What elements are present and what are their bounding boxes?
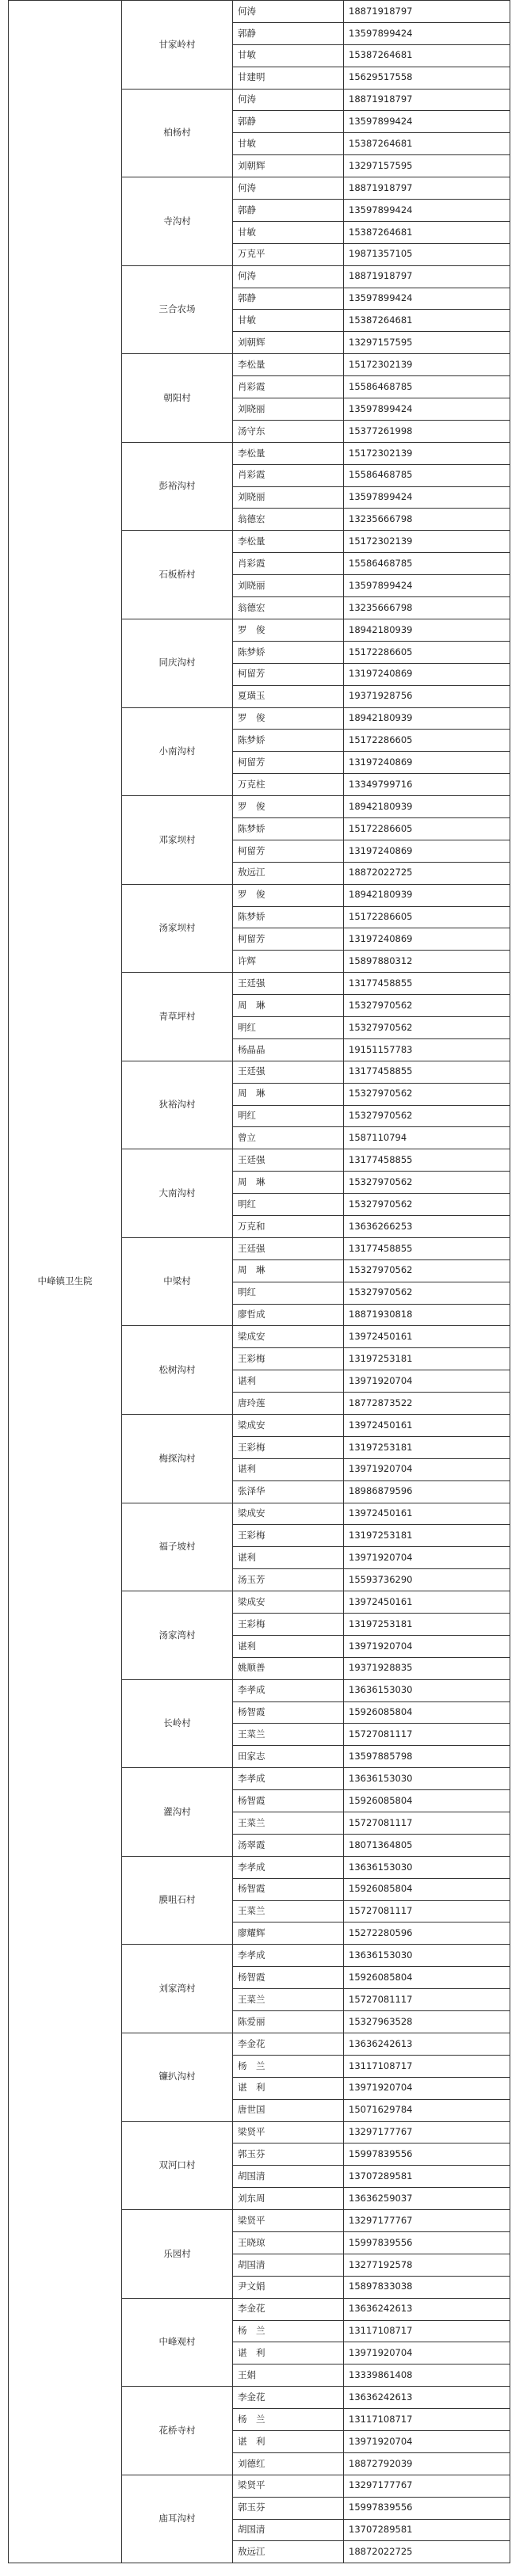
contact-phone-cell: 13972450161	[344, 1503, 510, 1525]
contact-phone-cell: 13636242613	[344, 2033, 510, 2055]
contact-name-cell: 万克柱	[233, 774, 344, 796]
contact-phone-cell: 15926085804	[344, 1790, 510, 1812]
contact-phone-cell: 15387264681	[344, 310, 510, 332]
contact-phone-cell: 13297157595	[344, 155, 510, 177]
contact-phone-cell: 13177458855	[344, 973, 510, 995]
contact-name-cell: 李松量	[233, 354, 344, 376]
contact-name-cell: 王廷强	[233, 1149, 344, 1172]
village-name-cell: 中峰观村	[122, 2298, 233, 2387]
contact-name-cell: 杨智霞	[233, 1967, 344, 1989]
contact-name-cell: 敖远江	[233, 862, 344, 884]
contact-name-cell: 杨 兰	[233, 2055, 344, 2077]
contact-phone-cell: 15377261998	[344, 420, 510, 442]
contact-name-cell: 汤守东	[233, 420, 344, 442]
contact-name-cell: 明红	[233, 1282, 344, 1304]
village-name-cell: 花桥寺村	[122, 2387, 233, 2475]
contact-name-cell: 甘敏	[233, 44, 344, 67]
contact-name-cell: 王娟	[233, 2365, 344, 2387]
contact-phone-cell: 13636153030	[344, 1768, 510, 1790]
contact-phone-cell: 13117108717	[344, 2320, 510, 2342]
contact-name-cell: 明红	[233, 1194, 344, 1216]
contact-phone-cell: 18871918797	[344, 177, 510, 200]
contact-name-cell: 谌利	[233, 1370, 344, 1393]
contact-name-cell: 王菜兰	[233, 1989, 344, 2011]
contact-name-cell: 何涛	[233, 1, 344, 23]
contact-name-cell: 李孝成	[233, 1679, 344, 1701]
contact-name-cell: 郭玉芬	[233, 2497, 344, 2519]
contact-name-cell: 刘朝辉	[233, 332, 344, 354]
contact-phone-cell: 13636242613	[344, 2298, 510, 2320]
contact-phone-cell: 18942180939	[344, 884, 510, 906]
contact-name-cell: 陈梦娇	[233, 641, 344, 663]
contact-name-cell: 罗 俊	[233, 796, 344, 818]
contact-phone-cell: 15586468785	[344, 376, 510, 398]
contact-phone-cell: 13297177767	[344, 2121, 510, 2143]
contact-phone-cell: 13597899424	[344, 398, 510, 421]
contact-phone-cell: 15727081117	[344, 1812, 510, 1835]
contact-name-cell: 梁成安	[233, 1503, 344, 1525]
contact-phone-cell: 15327970562	[344, 1083, 510, 1105]
contact-name-cell: 刘东周	[233, 2188, 344, 2210]
contact-name-cell: 李孝成	[233, 1768, 344, 1790]
contact-phone-cell: 13197240869	[344, 752, 510, 774]
contact-name-cell: 李金花	[233, 2298, 344, 2320]
contact-name-cell: 肖彩霞	[233, 376, 344, 398]
village-name-cell: 汤家坝村	[122, 884, 233, 973]
contact-phone-cell: 13297157595	[344, 332, 510, 354]
contact-name-cell: 王廷强	[233, 973, 344, 995]
village-name-cell: 石板桥村	[122, 531, 233, 619]
contact-phone-cell: 19151157783	[344, 1038, 510, 1061]
contact-phone-cell: 13277192578	[344, 2254, 510, 2276]
contact-name-cell: 郭静	[233, 22, 344, 44]
contact-name-cell: 肖彩霞	[233, 553, 344, 575]
contact-name-cell: 杨智霞	[233, 1701, 344, 1724]
contact-name-cell: 王彩梅	[233, 1614, 344, 1636]
contact-phone-cell: 18986879596	[344, 1480, 510, 1503]
contact-name-cell: 唐世国	[233, 2099, 344, 2121]
contact-table	[8, 0, 510, 2563]
village-name-cell: 镰扒沟村	[122, 2033, 233, 2121]
contact-phone-cell: 15387264681	[344, 133, 510, 155]
contact-name-cell: 廖耀辉	[233, 1922, 344, 1945]
contact-name-cell: 陈梦娇	[233, 730, 344, 752]
contact-name-cell: 周 琳	[233, 1083, 344, 1105]
contact-name-cell: 柯留芳	[233, 928, 344, 951]
contact-name-cell: 周 琳	[233, 1172, 344, 1194]
village-name-cell: 福子坡村	[122, 1503, 233, 1591]
village-name-cell: 灌沟村	[122, 1768, 233, 1857]
village-name-cell: 寺沟村	[122, 177, 233, 266]
contact-phone-cell: 13597885798	[344, 1746, 510, 1768]
village-name-cell: 甘家岭村	[122, 1, 233, 90]
contact-phone-cell: 19371928756	[344, 685, 510, 707]
contact-name-cell: 刘朝辉	[233, 155, 344, 177]
contact-phone-cell: 13636259037	[344, 2188, 510, 2210]
contact-name-cell: 罗 俊	[233, 884, 344, 906]
contact-phone-cell: 15997839556	[344, 2143, 510, 2166]
contact-name-cell: 刘晓丽	[233, 575, 344, 597]
contact-phone-cell: 18872022725	[344, 862, 510, 884]
contact-name-cell: 汤翠霞	[233, 1834, 344, 1856]
contact-name-cell: 唐玲莲	[233, 1393, 344, 1415]
contact-name-cell: 陈梦娇	[233, 906, 344, 928]
contact-phone-cell: 13197240869	[344, 663, 510, 685]
contact-name-cell: 梁贤平	[233, 2475, 344, 2497]
contact-phone-cell: 19871357105	[344, 243, 510, 265]
contact-name-cell: 胡国清	[233, 2254, 344, 2276]
contact-name-cell: 肖彩霞	[233, 464, 344, 486]
contact-phone-cell: 15327970562	[344, 1016, 510, 1038]
contact-phone-cell: 13339861408	[344, 2365, 510, 2387]
village-name-cell: 中梁村	[122, 1237, 233, 1326]
village-name-cell: 朝阳村	[122, 354, 233, 443]
contact-name-cell: 何涛	[233, 265, 344, 288]
table-row	[9, 1, 510, 23]
contact-name-cell: 甘敏	[233, 310, 344, 332]
contact-name-cell: 柯留芳	[233, 663, 344, 685]
contact-phone-cell: 19371928835	[344, 1657, 510, 1679]
contact-name-cell: 王菜兰	[233, 1724, 344, 1746]
contact-phone-cell: 15727081117	[344, 1989, 510, 2011]
contact-phone-cell: 13197240869	[344, 928, 510, 951]
contact-name-cell: 万克平	[233, 243, 344, 265]
contact-phone-cell: 18942180939	[344, 619, 510, 641]
contact-name-cell: 王晓琼	[233, 2231, 344, 2254]
contact-phone-cell: 15327970562	[344, 1194, 510, 1216]
contact-phone-cell: 15172302139	[344, 531, 510, 553]
contact-name-cell: 张泽华	[233, 1480, 344, 1503]
contact-name-cell: 杨智霞	[233, 1790, 344, 1812]
village-name-cell: 青草坪村	[122, 973, 233, 1061]
contact-phone-cell: 13197253181	[344, 1525, 510, 1547]
contact-phone-cell: 18942180939	[344, 796, 510, 818]
contact-phone-cell: 15897833038	[344, 2276, 510, 2298]
contact-phone-cell: 15172302139	[344, 354, 510, 376]
contact-name-cell: 李孝成	[233, 1945, 344, 1967]
contact-name-cell: 廖哲成	[233, 1304, 344, 1326]
village-name-cell: 双河口村	[122, 2121, 233, 2210]
contact-name-cell: 明红	[233, 1105, 344, 1127]
contact-phone-cell: 15926085804	[344, 1878, 510, 1900]
village-name-cell: 长岭村	[122, 1679, 233, 1768]
contact-phone-cell: 13636153030	[344, 1945, 510, 1967]
contact-phone-cell: 15327970562	[344, 1259, 510, 1282]
contact-phone-cell: 13597899424	[344, 22, 510, 44]
contact-phone-cell: 15327970562	[344, 1172, 510, 1194]
contact-name-cell: 谌 利	[233, 2430, 344, 2452]
contact-name-cell: 郭静	[233, 200, 344, 222]
contact-phone-cell: 13636153030	[344, 1679, 510, 1701]
contact-phone-cell: 15172286605	[344, 906, 510, 928]
contact-name-cell: 杨智霞	[233, 1878, 344, 1900]
village-name-cell: 三合农场	[122, 265, 233, 354]
village-name-cell: 邓家坝村	[122, 796, 233, 885]
village-name-cell: 庙耳沟村	[122, 2475, 233, 2563]
contact-name-cell: 谌 利	[233, 2077, 344, 2099]
contact-phone-cell: 15272280596	[344, 1922, 510, 1945]
contact-phone-cell: 13597899424	[344, 111, 510, 133]
contact-name-cell: 王彩梅	[233, 1348, 344, 1370]
contact-phone-cell: 15586468785	[344, 553, 510, 575]
contact-name-cell: 李金花	[233, 2033, 344, 2055]
contact-table-body	[9, 1, 510, 2563]
contact-phone-cell: 13197253181	[344, 1436, 510, 1458]
contact-phone-cell: 15387264681	[344, 44, 510, 67]
contact-phone-cell: 13971920704	[344, 2430, 510, 2452]
contact-name-cell: 梁成安	[233, 1591, 344, 1614]
contact-name-cell: 杨晶晶	[233, 1038, 344, 1061]
contact-name-cell: 曾立	[233, 1127, 344, 1149]
village-name-cell: 汤家湾村	[122, 1591, 233, 1680]
contact-phone-cell: 18872022725	[344, 2541, 510, 2563]
contact-name-cell: 谌利	[233, 1635, 344, 1657]
contact-phone-cell: 13297177767	[344, 2210, 510, 2232]
contact-phone-cell: 15327970562	[344, 1105, 510, 1127]
contact-phone-cell: 15172286605	[344, 730, 510, 752]
contact-name-cell: 甘敏	[233, 221, 344, 243]
village-name-cell: 狄裕沟村	[122, 1061, 233, 1149]
hospital-name-cell: 中峰镇卫生院	[9, 1, 122, 2563]
contact-phone-cell: 13597899424	[344, 200, 510, 222]
contact-phone-cell: 13636242613	[344, 2387, 510, 2409]
contact-phone-cell: 13235666798	[344, 597, 510, 619]
contact-phone-cell: 18871918797	[344, 89, 510, 111]
contact-phone-cell: 15593736290	[344, 1569, 510, 1591]
contact-phone-cell: 13971920704	[344, 1370, 510, 1393]
village-name-cell: 刘家湾村	[122, 1945, 233, 2033]
contact-name-cell: 田家志	[233, 1746, 344, 1768]
contact-name-cell: 汤玉芳	[233, 1569, 344, 1591]
contact-phone-cell: 15387264681	[344, 221, 510, 243]
contact-phone-cell: 15586468785	[344, 464, 510, 486]
contact-name-cell: 胡国清	[233, 2519, 344, 2541]
contact-phone-cell: 13707289581	[344, 2519, 510, 2541]
contact-phone-cell: 13177458855	[344, 1149, 510, 1172]
contact-name-cell: 王廷强	[233, 1061, 344, 1083]
contact-phone-cell: 13597899424	[344, 288, 510, 310]
contact-phone-cell: 18942180939	[344, 707, 510, 730]
contact-phone-cell: 18871918797	[344, 1, 510, 23]
contact-name-cell: 刘晓丽	[233, 398, 344, 421]
contact-name-cell: 明红	[233, 1016, 344, 1038]
contact-name-cell: 李孝成	[233, 1856, 344, 1878]
contact-phone-cell: 13971920704	[344, 2077, 510, 2099]
village-name-cell: 松树沟村	[122, 1326, 233, 1415]
contact-name-cell: 夏璜玉	[233, 685, 344, 707]
village-name-cell: 小南沟村	[122, 707, 233, 796]
contact-phone-cell: 13597899424	[344, 575, 510, 597]
contact-phone-cell: 15629517558	[344, 67, 510, 89]
contact-phone-cell: 15727081117	[344, 1900, 510, 1922]
contact-name-cell: 陈梦娇	[233, 817, 344, 840]
contact-phone-cell: 15172302139	[344, 442, 510, 464]
contact-name-cell: 梁贤平	[233, 2121, 344, 2143]
contact-phone-cell: 15327970562	[344, 995, 510, 1017]
contact-name-cell: 甘敏	[233, 133, 344, 155]
contact-name-cell: 谌 利	[233, 2342, 344, 2365]
contact-name-cell: 刘晓丽	[233, 486, 344, 509]
contact-phone-cell: 15926085804	[344, 1967, 510, 1989]
contact-phone-cell: 13297177767	[344, 2475, 510, 2497]
contact-phone-cell: 18772873522	[344, 1393, 510, 1415]
contact-name-cell: 王菜兰	[233, 1812, 344, 1835]
contact-phone-cell: 13197240869	[344, 840, 510, 862]
contact-name-cell: 王彩梅	[233, 1525, 344, 1547]
contact-phone-cell: 13707289581	[344, 2166, 510, 2188]
contact-phone-cell: 13197253181	[344, 1348, 510, 1370]
contact-name-cell: 尹文娟	[233, 2276, 344, 2298]
contact-name-cell: 郭静	[233, 288, 344, 310]
contact-name-cell: 梁成安	[233, 1415, 344, 1437]
contact-name-cell: 杨 兰	[233, 2409, 344, 2431]
contact-phone-cell: 18871930818	[344, 1304, 510, 1326]
contact-name-cell: 周 琳	[233, 1259, 344, 1282]
contact-phone-cell: 15926085804	[344, 1701, 510, 1724]
contact-name-cell: 梁成安	[233, 1326, 344, 1348]
contact-name-cell: 许辉	[233, 951, 344, 973]
village-name-cell: 彭裕沟村	[122, 442, 233, 531]
village-name-cell: 乐园村	[122, 2210, 233, 2299]
contact-phone-cell: 13597899424	[344, 486, 510, 509]
village-name-cell: 膜咀石村	[122, 1856, 233, 1945]
contact-phone-cell: 13349799716	[344, 774, 510, 796]
contact-phone-cell: 13972450161	[344, 1415, 510, 1437]
contact-name-cell: 柯留芳	[233, 840, 344, 862]
contact-name-cell: 王廷强	[233, 1237, 344, 1259]
contact-phone-cell: 18871918797	[344, 265, 510, 288]
contact-name-cell: 柯留芳	[233, 752, 344, 774]
village-name-cell: 大南沟村	[122, 1149, 233, 1238]
contact-phone-cell: 15327963528	[344, 2011, 510, 2033]
village-name-cell: 梅探沟村	[122, 1415, 233, 1503]
contact-phone-cell: 13971920704	[344, 1547, 510, 1569]
contact-name-cell: 陈爱丽	[233, 2011, 344, 2033]
contact-name-cell: 胡国清	[233, 2166, 344, 2188]
contact-name-cell: 李松量	[233, 442, 344, 464]
contact-name-cell: 何涛	[233, 89, 344, 111]
contact-phone-cell: 15172286605	[344, 817, 510, 840]
contact-name-cell: 郭玉芬	[233, 2143, 344, 2166]
contact-phone-cell: 13117108717	[344, 2055, 510, 2077]
contact-name-cell: 王彩梅	[233, 1436, 344, 1458]
contact-name-cell: 郭静	[233, 111, 344, 133]
contact-name-cell: 谌利	[233, 1547, 344, 1569]
contact-name-cell: 李松量	[233, 531, 344, 553]
contact-phone-cell: 15997839556	[344, 2231, 510, 2254]
contact-phone-cell: 13117108717	[344, 2409, 510, 2431]
contact-phone-cell: 18872792039	[344, 2452, 510, 2475]
contact-name-cell: 敖远江	[233, 2541, 344, 2563]
contact-name-cell: 杨 兰	[233, 2320, 344, 2342]
contact-name-cell: 刘德红	[233, 2452, 344, 2475]
contact-phone-cell: 15997839556	[344, 2497, 510, 2519]
contact-phone-cell: 13972450161	[344, 1326, 510, 1348]
contact-name-cell: 甘建明	[233, 67, 344, 89]
contact-phone-cell: 13971920704	[344, 2342, 510, 2365]
contact-phone-cell: 13197253181	[344, 1614, 510, 1636]
contact-phone-cell: 13177458855	[344, 1237, 510, 1259]
contact-name-cell: 翁德宏	[233, 597, 344, 619]
contact-phone-cell: 13972450161	[344, 1591, 510, 1614]
contact-phone-cell: 13177458855	[344, 1061, 510, 1083]
contact-name-cell: 谌利	[233, 1458, 344, 1480]
contact-phone-cell: 13971920704	[344, 1458, 510, 1480]
contact-phone-cell: 15727081117	[344, 1724, 510, 1746]
contact-name-cell: 梁贤平	[233, 2210, 344, 2232]
contact-phone-cell: 13636153030	[344, 1856, 510, 1878]
contact-name-cell: 李金花	[233, 2387, 344, 2409]
contact-name-cell: 罗 俊	[233, 619, 344, 641]
contact-name-cell: 罗 俊	[233, 707, 344, 730]
contact-name-cell: 万克和	[233, 1215, 344, 1237]
contact-phone-cell: 15071629784	[344, 2099, 510, 2121]
contact-name-cell: 翁德宏	[233, 509, 344, 531]
village-name-cell: 柏杨村	[122, 89, 233, 177]
contact-phone-cell: 15897880312	[344, 951, 510, 973]
contact-phone-cell: 13235666798	[344, 509, 510, 531]
contact-phone-cell: 18071364805	[344, 1834, 510, 1856]
contact-phone-cell: 1587110794	[344, 1127, 510, 1149]
contact-phone-cell: 15327970562	[344, 1282, 510, 1304]
contact-phone-cell: 13636266253	[344, 1215, 510, 1237]
contact-phone-cell: 13971920704	[344, 1635, 510, 1657]
contact-name-cell: 周 琳	[233, 995, 344, 1017]
contact-name-cell: 何涛	[233, 177, 344, 200]
village-name-cell: 同庆沟村	[122, 619, 233, 707]
contact-phone-cell: 15172286605	[344, 641, 510, 663]
contact-name-cell: 姚顺善	[233, 1657, 344, 1679]
contact-name-cell: 王菜兰	[233, 1900, 344, 1922]
